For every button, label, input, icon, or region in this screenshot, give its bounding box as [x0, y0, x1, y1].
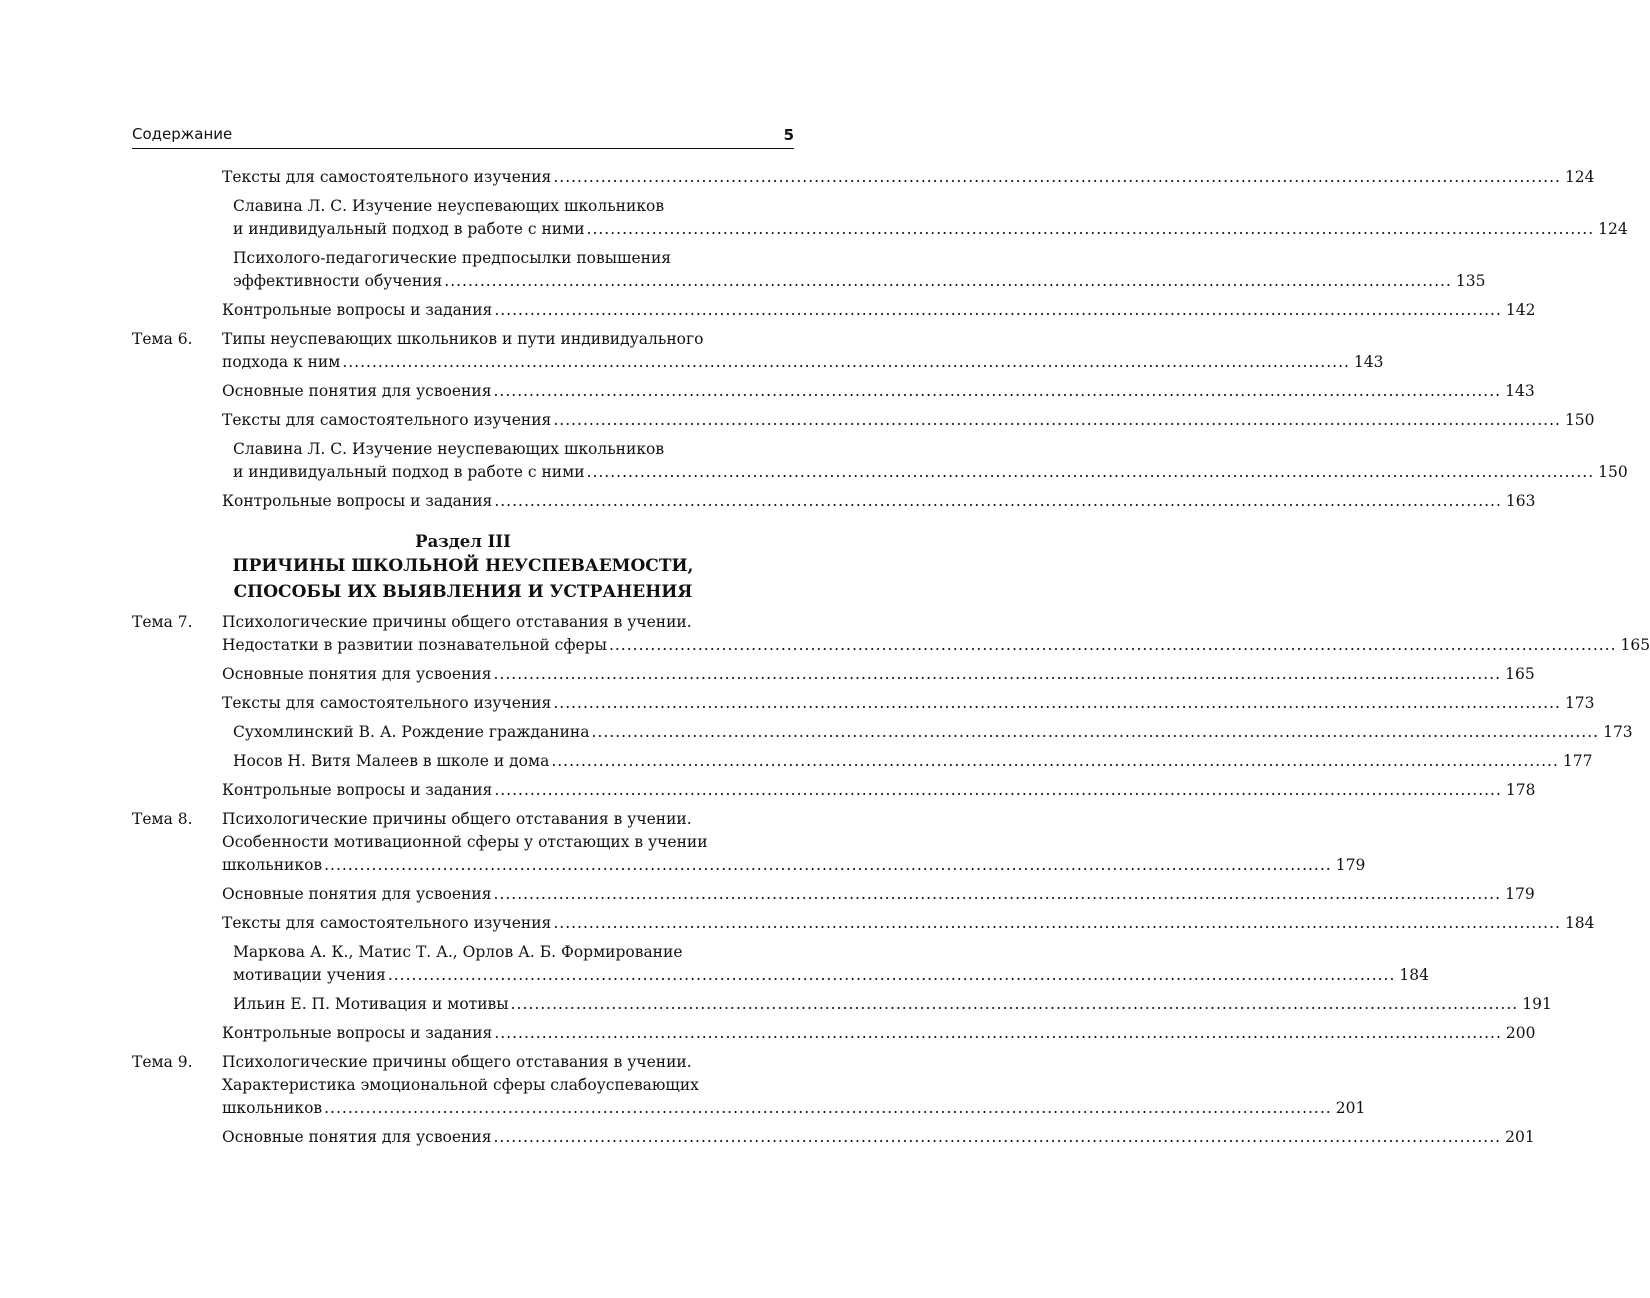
dot-leader: .......................................................................................................................................................................... — [494, 781, 1502, 799]
toc-entry-line — [222, 1126, 1535, 1149]
running-header-title: Содержание — [132, 125, 233, 143]
dot-leader: .......................................................................................................................................................................... — [586, 220, 1595, 238]
toc-entry-line — [222, 351, 1384, 374]
toc-entry — [132, 328, 1384, 374]
toc-entry-line — [222, 1022, 1536, 1045]
toc-entry-text: Основные понятия для усвоения — [222, 665, 492, 683]
toc-entry-text: и индивидуальный подход в работе с ними — [233, 463, 585, 481]
toc-topic-number: Тема 8. — [132, 810, 193, 828]
toc-entry-line — [233, 218, 1628, 241]
toc-page-number: 124 — [1598, 220, 1628, 238]
toc-topic-number: Тема 7. — [132, 613, 193, 631]
toc-entry-line: Славина Л. С. Изучение неуспевающих школьников — [233, 197, 665, 215]
toc-page-number: 165 — [1505, 665, 1535, 683]
toc-entry-text: Основные понятия для усвоения — [222, 1128, 492, 1146]
toc-entry-text: школьников — [222, 856, 323, 874]
toc-entry-line — [222, 490, 1536, 513]
toc-entry-line: Психологические причины общего отставания в учении. — [222, 810, 692, 828]
dot-leader: .......................................................................................................................................................................... — [494, 492, 1502, 510]
dot-leader: .......................................................................................................................................................................... — [608, 636, 1617, 654]
dot-leader: .......................................................................................................................................................................... — [551, 752, 1559, 770]
toc-entry-line — [222, 166, 1595, 189]
toc-page-number: 173 — [1603, 723, 1633, 741]
toc-entry-line: Особенности мотивационной сферы у отстающих в учении — [222, 833, 708, 851]
toc-entry-text: Тексты для самостоятельного изучения — [222, 914, 552, 932]
toc-entry-text: Носов Н. Витя Малеев в школе и дома — [233, 752, 550, 770]
toc-entry-line: Маркова А. К., Матис Т. А., Орлов А. Б. Формирование — [233, 943, 683, 961]
dot-leader: .......................................................................................................................................................................... — [493, 885, 1502, 903]
toc-entry-text: Основные понятия для усвоения — [222, 382, 492, 400]
toc-entry-text: подхода к ним — [222, 353, 341, 371]
toc-entry — [132, 912, 1595, 935]
toc-topic-number: Тема 9. — [132, 1053, 193, 1071]
dot-leader: .......................................................................................................................................................................... — [493, 382, 1502, 400]
page-number: 5 — [783, 126, 794, 144]
toc-page-number: 173 — [1564, 694, 1595, 712]
toc-entry — [132, 993, 1552, 1016]
toc-page-number: 184 — [1564, 914, 1595, 932]
toc-page-number: 150 — [1598, 463, 1628, 481]
section-heading — [132, 531, 794, 605]
toc-entry — [132, 779, 1536, 802]
toc-entry-text: мотивации учения — [233, 966, 386, 984]
toc-entry-text: Тексты для самостоятельного изучения — [222, 694, 552, 712]
dot-leader: .......................................................................................................................................................................... — [494, 301, 1502, 319]
table-of-contents — [132, 166, 1650, 1155]
toc-entry-line — [233, 964, 1429, 987]
toc-page-number: 184 — [1399, 966, 1429, 984]
toc-entry — [132, 247, 1486, 293]
dot-leader: .......................................................................................................................................................................... — [553, 168, 1561, 186]
toc-entries-top — [132, 166, 1628, 513]
toc-page-number: 142 — [1505, 301, 1536, 319]
toc-entry-text: Ильин Е. П. Мотивация и мотивы — [233, 995, 509, 1013]
toc-entry — [132, 808, 1366, 877]
dot-leader: .......................................................................................................................................................................... — [324, 1099, 1332, 1117]
toc-entry — [132, 721, 1633, 744]
toc-entry — [132, 1126, 1535, 1149]
toc-entry-line — [233, 461, 1628, 484]
toc-entry — [132, 883, 1535, 906]
toc-entry — [132, 663, 1535, 686]
toc-entry-line — [222, 779, 1536, 802]
toc-entry-text: Тексты для самостоятельного изучения — [222, 411, 552, 429]
section-title-line: ПРИЧИНЫ ШКОЛЬНОЙ НЕУСПЕВАЕМОСТИ, — [232, 556, 694, 576]
toc-entry — [132, 611, 1650, 657]
toc-page-number: 124 — [1564, 168, 1595, 186]
toc-entry-text: Тексты для самостоятельного изучения — [222, 168, 552, 186]
dot-leader: .......................................................................................................................................................................... — [342, 353, 1350, 371]
toc-entry-text: Сухомлинский В. А. Рождение гражданина — [233, 723, 590, 741]
toc-page-number: 135 — [1455, 272, 1486, 290]
toc-page-number: 179 — [1505, 885, 1535, 903]
toc-entry — [132, 490, 1536, 513]
toc-page-number: 200 — [1505, 1024, 1536, 1042]
toc-page-number: 178 — [1505, 781, 1536, 799]
toc-page-number: 177 — [1562, 752, 1593, 770]
toc-page-number: 165 — [1620, 636, 1650, 654]
toc-entry — [132, 750, 1593, 773]
toc-page-number: 201 — [1335, 1099, 1366, 1117]
toc-entry-line — [222, 692, 1595, 715]
dot-leader: .......................................................................................................................................................................... — [493, 665, 1502, 683]
dot-leader: .......................................................................................................................................................................... — [493, 1128, 1502, 1146]
section-title-line: СПОСОБЫ ИХ ВЫЯВЛЕНИЯ И УСТРАНЕНИЯ — [233, 582, 693, 602]
toc-entry-text: Контрольные вопросы и задания — [222, 492, 493, 510]
toc-entry — [132, 409, 1595, 432]
toc-entry-text: Недостатки в развитии познавательной сферы — [222, 636, 607, 654]
toc-page-number: 191 — [1522, 995, 1552, 1013]
toc-entry-line: Типы неуспевающих школьников и пути индивидуального — [222, 330, 704, 348]
toc-entry — [132, 438, 1628, 484]
toc-entry-text: школьников — [222, 1099, 323, 1117]
toc-entry-line — [233, 721, 1633, 744]
dot-leader: .......................................................................................................................................................................... — [553, 914, 1561, 932]
toc-entry-line: Психолого-педагогические предпосылки повышения — [233, 249, 672, 267]
toc-entry — [132, 380, 1535, 403]
toc-entry — [132, 1022, 1536, 1045]
toc-entry-text: эффективности обучения — [233, 272, 443, 290]
toc-entry-line: Характеристика эмоциональной сферы слабоуспевающих — [222, 1076, 699, 1094]
toc-entry-text: Основные понятия для усвоения — [222, 885, 492, 903]
toc-entry-line — [222, 380, 1535, 403]
toc-entry-line — [222, 912, 1595, 935]
dot-leader: .......................................................................................................................................................................... — [324, 856, 1332, 874]
toc-entry — [132, 941, 1429, 987]
running-header — [132, 124, 794, 149]
dot-leader: .......................................................................................................................................................................... — [494, 1024, 1502, 1042]
toc-entry-text: Контрольные вопросы и задания — [222, 1024, 493, 1042]
toc-entry-line: Славина Л. С. Изучение неуспевающих школьников — [233, 440, 665, 458]
toc-page-number: 179 — [1335, 856, 1366, 874]
toc-entry-line — [222, 299, 1536, 322]
toc-entry-line — [233, 993, 1552, 1016]
toc-entry-text: и индивидуальный подход в работе с ними — [233, 220, 585, 238]
dot-leader: .......................................................................................................................................................................... — [387, 966, 1396, 984]
toc-entry-line: Психологические причины общего отставания в учении. — [222, 613, 692, 631]
toc-entry-line — [222, 409, 1595, 432]
toc-entry-line — [233, 750, 1593, 773]
toc-entry — [132, 299, 1536, 322]
toc-entry-line — [222, 1097, 1366, 1120]
toc-entry-text: Контрольные вопросы и задания — [222, 781, 493, 799]
toc-topic-number: Тема 6. — [132, 330, 193, 348]
dot-leader: .......................................................................................................................................................................... — [553, 694, 1561, 712]
toc-entry-line — [222, 663, 1535, 686]
toc-page-number: 143 — [1353, 353, 1384, 371]
dot-leader: .......................................................................................................................................................................... — [510, 995, 1519, 1013]
toc-page-number: 150 — [1564, 411, 1595, 429]
toc-entry — [132, 195, 1628, 241]
toc-entry-line: Психологические причины общего отставания в учении. — [222, 1053, 692, 1071]
toc-page-number: 143 — [1505, 382, 1535, 400]
dot-leader: .......................................................................................................................................................................... — [444, 272, 1452, 290]
toc-entry-line — [233, 270, 1486, 293]
dot-leader: .......................................................................................................................................................................... — [586, 463, 1595, 481]
toc-entry — [132, 1051, 1366, 1120]
dot-leader: .......................................................................................................................................................................... — [553, 411, 1561, 429]
toc-entry — [132, 692, 1595, 715]
section-label: Раздел III — [415, 532, 511, 551]
toc-entry-text: Контрольные вопросы и задания — [222, 301, 493, 319]
dot-leader: .......................................................................................................................................................................... — [591, 723, 1600, 741]
toc-entries-bottom — [132, 611, 1650, 1149]
toc-entry-line — [222, 634, 1650, 657]
toc-page-number: 163 — [1505, 492, 1536, 510]
toc-entry-line — [222, 883, 1535, 906]
toc-entry-line — [222, 854, 1366, 877]
toc-page-number: 201 — [1505, 1128, 1535, 1146]
toc-entry — [132, 166, 1595, 189]
